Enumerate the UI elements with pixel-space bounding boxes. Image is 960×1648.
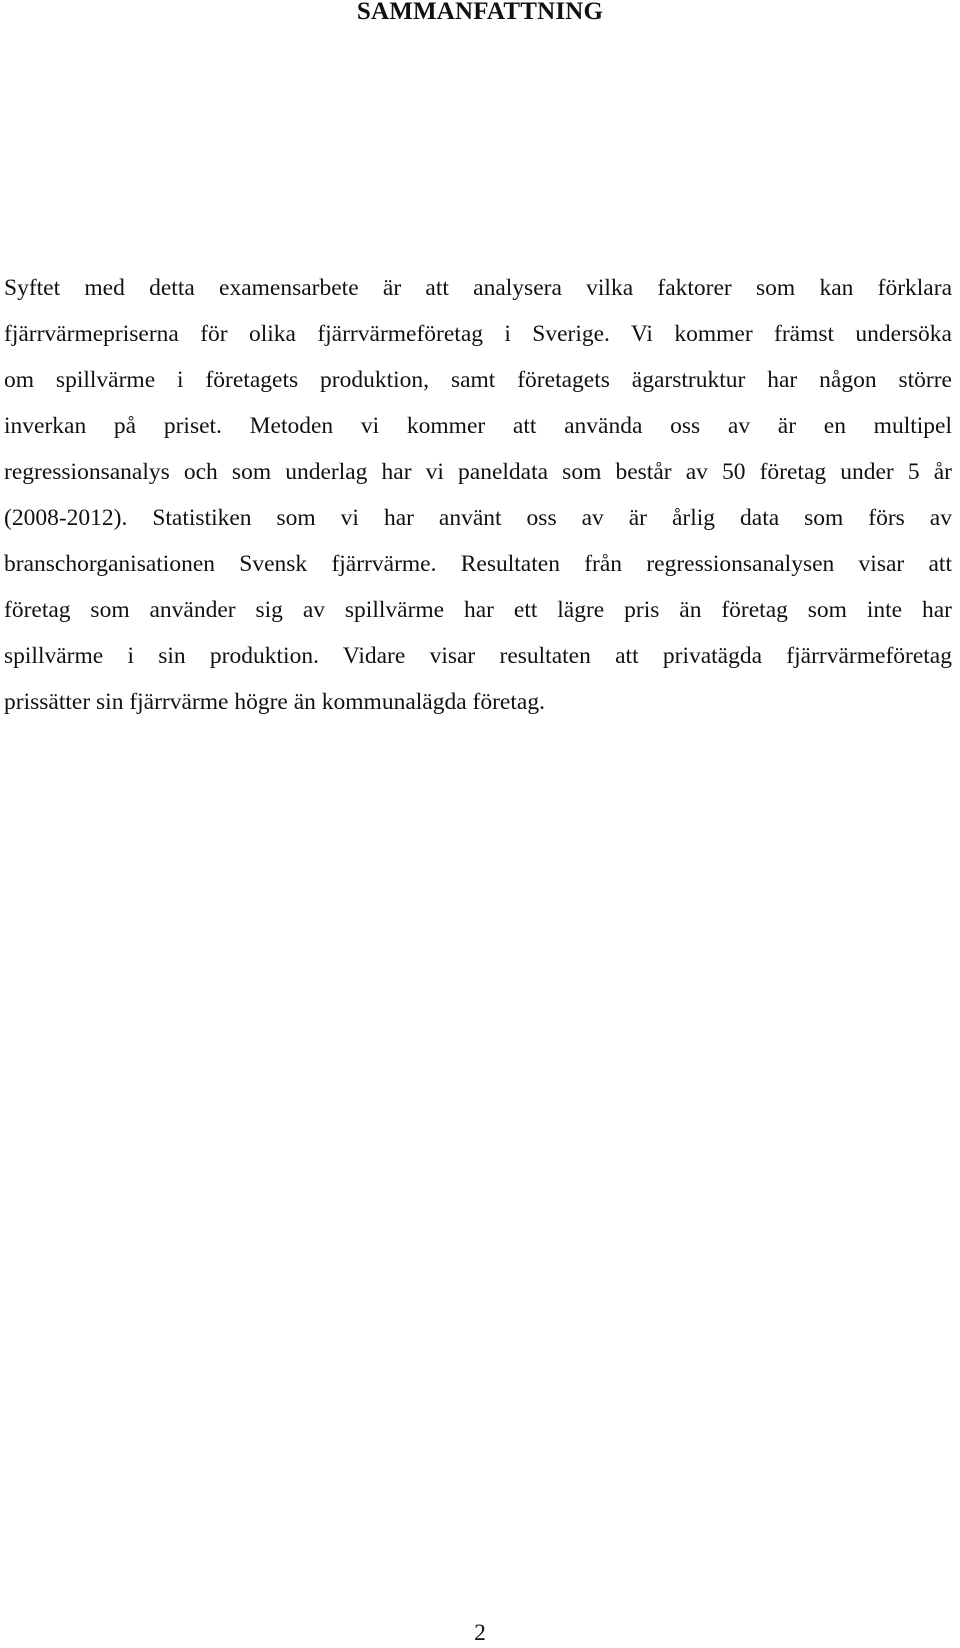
- paragraph-line: (2008-2012). Statistiken som vi har använt oss av är årlig data som förs av: [4, 505, 952, 531]
- paragraph-line: fjärrvärmepriserna för olika fjärrvärmeföretag i Sverige. Vi kommer främst undersöka: [4, 321, 952, 347]
- paragraph-line: prissätter sin fjärrvärme högre än kommunalägda företag.: [4, 689, 545, 715]
- page-title: SAMMANFATTNING: [356, 0, 604, 25]
- abstract-paragraph: [4, 265, 952, 725]
- paragraph-line: spillvärme i sin produktion. Vidare visar resultaten att privatägda fjärrvärmeföretag: [4, 643, 952, 669]
- paragraph-line: Syftet med detta examensarbete är att analysera vilka faktorer som kan förklara: [4, 275, 952, 301]
- page-number: 2: [474, 1620, 486, 1646]
- paragraph-line: regressionsanalys och som underlag har vi paneldata som består av 50 företag under 5 år: [4, 459, 952, 485]
- paragraph-line: företag som använder sig av spillvärme har ett lägre pris än företag som inte har: [4, 597, 952, 623]
- paragraph-line: om spillvärme i företagets produktion, samt företagets ägarstruktur har någon större: [4, 367, 952, 393]
- paragraph-line: branschorganisationen Svensk fjärrvärme. Resultaten från regressionsanalysen visar att: [4, 551, 952, 577]
- paragraph-line: inverkan på priset. Metoden vi kommer att använda oss av är en multipel: [4, 413, 952, 439]
